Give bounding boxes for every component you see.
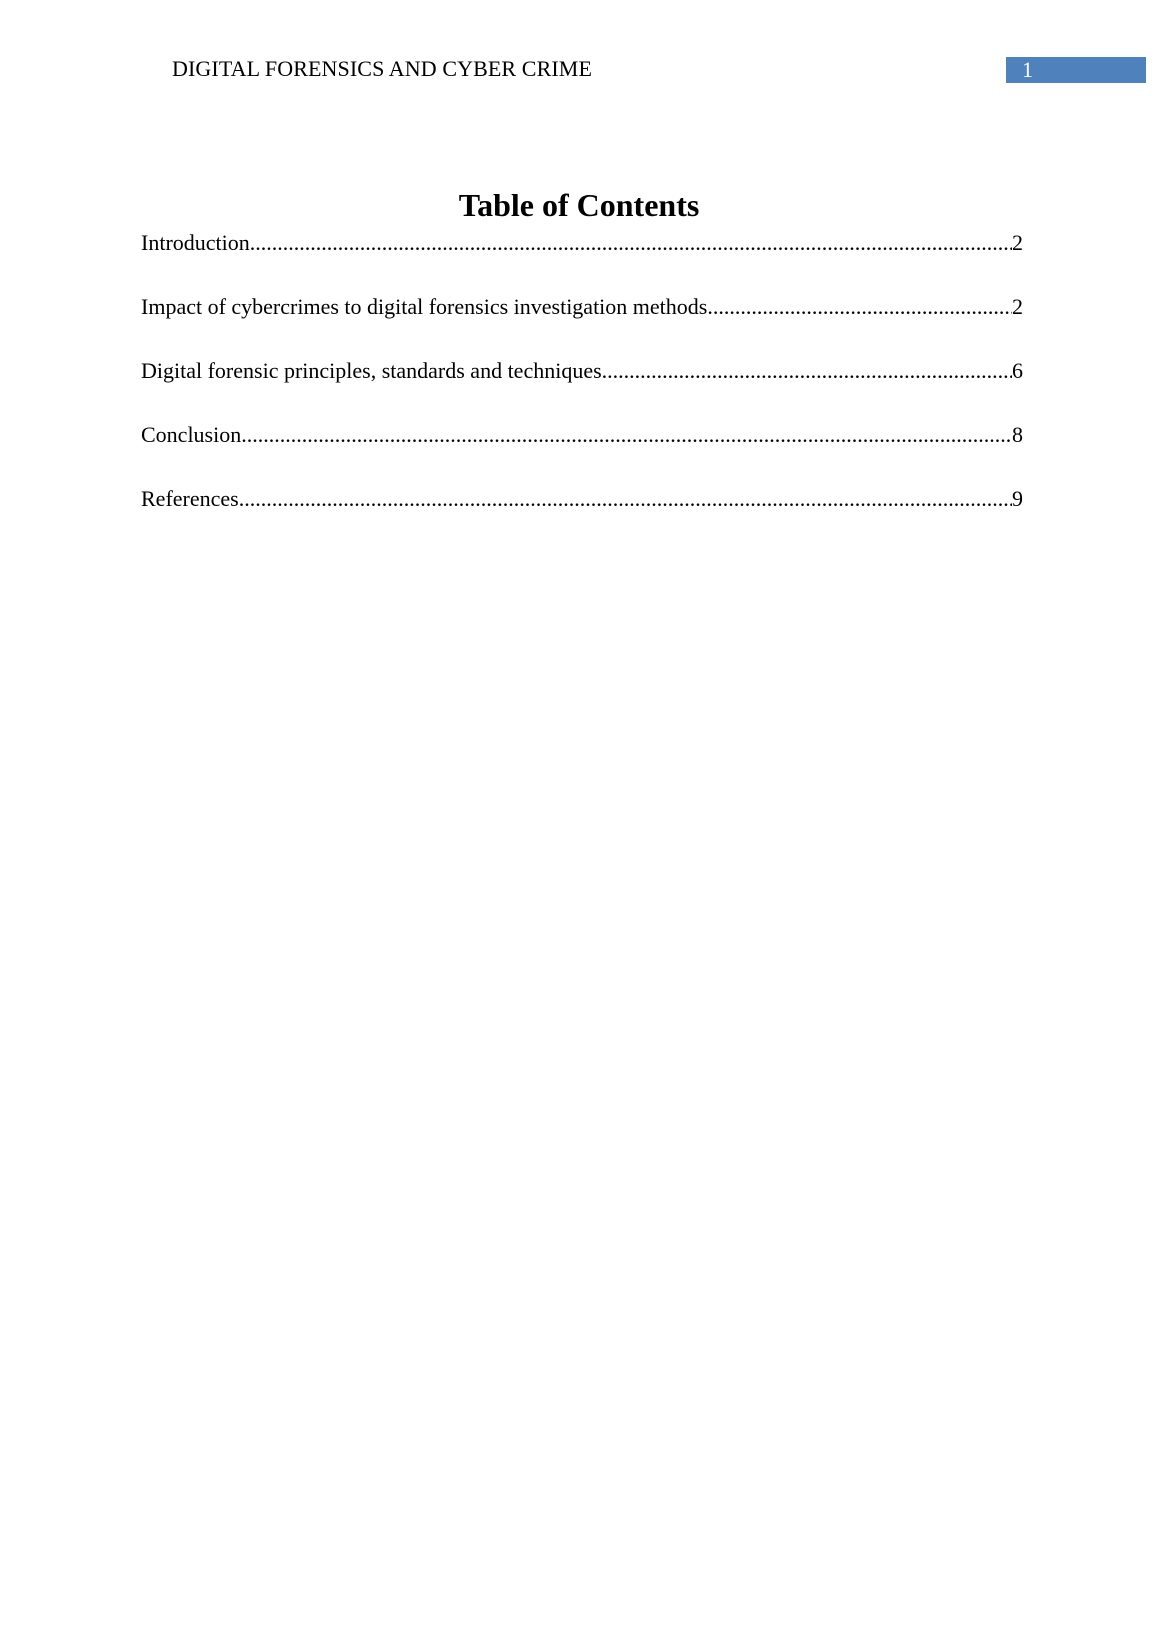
toc-dot-leader <box>239 484 1012 514</box>
toc-dot-leader <box>241 420 1012 450</box>
toc-entry-page: 9 <box>1012 486 1023 511</box>
toc-entry-page: 2 <box>1012 230 1023 255</box>
toc-entry-page: 2 <box>1012 294 1023 319</box>
toc-heading: Table of Contents <box>458 187 700 223</box>
toc-entry-label: Digital forensic principles, standards and techniques <box>141 358 602 383</box>
toc-dot-leader <box>250 228 1012 258</box>
toc-entry-introduction[interactable] <box>141 228 1023 292</box>
toc-entry-principles[interactable] <box>141 356 1023 420</box>
toc-entry-page: 6 <box>1012 358 1023 383</box>
toc-entry-label: Introduction <box>141 230 250 255</box>
toc-entry-references[interactable] <box>141 484 1023 548</box>
toc-entry-page: 8 <box>1012 422 1023 447</box>
toc-entry-label: Impact of cybercrimes to digital forensics investigation methods <box>141 294 708 319</box>
table-of-contents <box>141 228 1023 548</box>
toc-dot-leader <box>602 356 1012 386</box>
toc-entry-label: References <box>141 486 239 511</box>
toc-dot-leader <box>707 292 1012 322</box>
page-number: 1 <box>1006 57 1146 83</box>
toc-entry-conclusion[interactable] <box>141 420 1023 484</box>
running-header-title: DIGITAL FORENSICS AND CYBER CRIME <box>172 56 592 81</box>
toc-entry-impact[interactable] <box>141 292 1023 356</box>
toc-entry-label: Conclusion <box>141 422 242 447</box>
